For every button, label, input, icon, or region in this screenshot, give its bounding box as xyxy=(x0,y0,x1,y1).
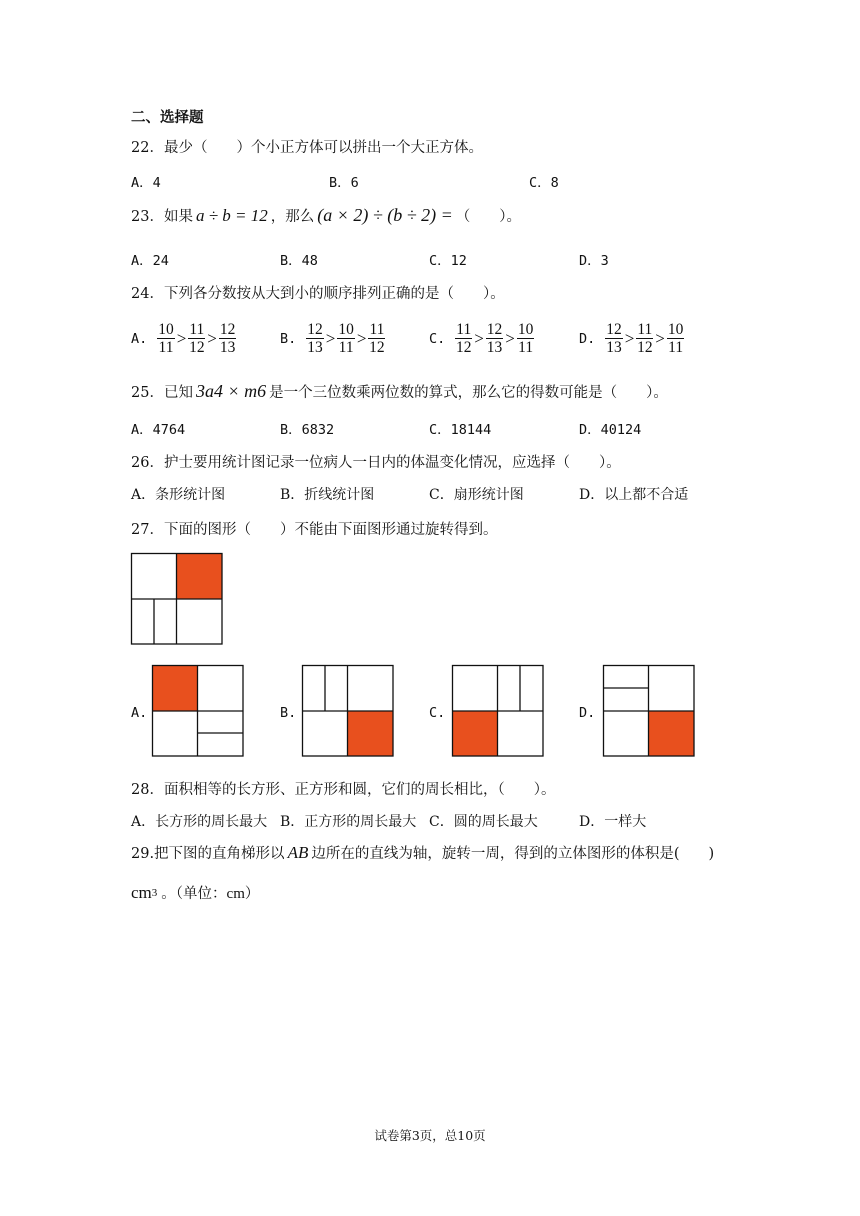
q22-option-a[interactable]: A．4 xyxy=(131,175,161,191)
q24-option-a[interactable] xyxy=(131,321,236,356)
q29-axis-ab: AB xyxy=(287,842,309,862)
question-22-stem: 22．最少（ ）个小正方体可以拼出一个大正方体。 xyxy=(131,140,483,156)
section-title: 二、选择题 xyxy=(131,110,204,126)
denominator: 12 xyxy=(455,339,472,356)
greater-than: > xyxy=(356,328,367,348)
q26-option-d[interactable]: D．以上都不合适 xyxy=(579,487,689,503)
q23-option-a[interactable]: A．24 xyxy=(131,253,169,269)
denominator: 11 xyxy=(338,339,354,356)
q29-unit: cm xyxy=(131,883,152,902)
question-29-stem xyxy=(131,842,714,863)
q24-option-b-label: B. xyxy=(280,330,297,347)
numerator: 11 xyxy=(456,321,472,338)
q27-option-a-label[interactable]: A. xyxy=(131,705,148,721)
greater-than: > xyxy=(176,328,187,348)
q27-option-a-figure[interactable] xyxy=(152,665,244,757)
q25-option-a[interactable]: A．4764 xyxy=(131,422,186,438)
q23-mid: ，那么 xyxy=(270,209,315,225)
q25-suffix: 是一个三位数乘两位数的算式，那么它的得数可能是（ ）。 xyxy=(269,385,668,401)
q24-option-d-label: D. xyxy=(579,330,596,347)
filled-square xyxy=(453,711,499,756)
q23-option-b[interactable]: B．48 xyxy=(280,253,318,269)
q29-unit-superscript: 3 xyxy=(151,887,158,899)
fraction xyxy=(517,321,535,356)
question-25-stem xyxy=(131,381,668,402)
denominator: 11 xyxy=(668,339,684,356)
q29-suffix: 边所在的直线为轴，旋转一周，得到的立体图形的体积是( ) xyxy=(311,846,715,862)
fraction xyxy=(486,321,504,356)
fraction xyxy=(306,321,324,356)
filled-square xyxy=(153,666,199,712)
q25-option-c[interactable]: C．18144 xyxy=(429,422,492,438)
q23-option-d[interactable]: D．3 xyxy=(579,253,609,269)
question-24-stem: 24．下列各分数按从大到小的顺序排列正确的是（ ）。 xyxy=(131,286,505,302)
q23-expression-given: a ÷ b = 12 xyxy=(195,205,268,225)
q27-option-c-label[interactable]: C. xyxy=(429,705,446,721)
filled-square xyxy=(649,711,695,756)
numerator: 11 xyxy=(637,321,653,338)
numerator: 10 xyxy=(158,321,174,338)
numerator: 12 xyxy=(307,321,323,338)
q26-option-a[interactable]: A．条形统计图 xyxy=(131,487,226,503)
fraction xyxy=(667,321,685,356)
q24-option-c-label: C. xyxy=(429,330,446,347)
fraction xyxy=(455,321,472,356)
q25-expression: 3a4 × m6 xyxy=(195,381,267,401)
fraction xyxy=(337,321,355,356)
q27-option-b-figure[interactable] xyxy=(302,665,394,757)
numerator: 10 xyxy=(667,321,684,338)
denominator: 11 xyxy=(158,339,174,356)
q22-option-b[interactable]: B．6 xyxy=(329,175,359,191)
question-23-stem xyxy=(131,205,521,226)
fraction xyxy=(368,321,385,356)
filled-square xyxy=(348,711,394,756)
q27-option-d-label[interactable]: D. xyxy=(579,705,596,721)
q27-option-b-label[interactable]: B. xyxy=(280,705,297,721)
fraction xyxy=(636,321,653,356)
filled-square xyxy=(177,554,223,600)
q24-option-c[interactable] xyxy=(429,321,534,356)
q23-suffix: （ ）。 xyxy=(455,209,522,225)
question-27-stem: 27．下面的图形（ ）不能由下面图形通过旋转得到。 xyxy=(131,522,498,538)
greater-than: > xyxy=(474,328,484,348)
q23-prefix: 23．如果 xyxy=(131,209,193,225)
greater-than: > xyxy=(207,328,217,348)
q28-option-c[interactable]: C．圆的周长最大 xyxy=(429,814,538,830)
denominator: 11 xyxy=(518,339,534,356)
numerator: 11 xyxy=(369,321,385,338)
q27-option-c-figure[interactable] xyxy=(452,665,544,757)
denominator: 13 xyxy=(219,339,236,356)
fraction xyxy=(188,321,205,356)
question-26-stem: 26．护士要用统计图记录一位病人一日内的体温变化情况，应选择（ ）。 xyxy=(131,455,621,471)
numerator: 12 xyxy=(486,321,503,338)
numerator: 12 xyxy=(219,321,236,338)
q25-prefix: 25．已知 xyxy=(131,385,193,401)
q22-option-c[interactable]: C．8 xyxy=(529,175,559,191)
numerator: 10 xyxy=(338,321,354,338)
q29-prefix: 29.把下图的直角梯形以 xyxy=(131,846,285,862)
q28-option-b[interactable]: B．正方形的周长最大 xyxy=(280,814,417,830)
q27-reference-figure xyxy=(131,553,223,645)
denominator: 13 xyxy=(606,339,622,356)
q26-option-b[interactable]: B．折线统计图 xyxy=(280,487,375,503)
q26-option-c[interactable]: C．扇形统计图 xyxy=(429,487,524,503)
q28-option-a[interactable]: A．长方形的周长最大 xyxy=(131,814,268,830)
q28-option-d[interactable]: D．一样大 xyxy=(579,814,647,830)
q23-option-c[interactable]: C．12 xyxy=(429,253,467,269)
page-footer: 试卷第3页，总10页 xyxy=(374,1128,486,1143)
q24-option-d[interactable] xyxy=(579,321,684,356)
fraction xyxy=(157,321,175,356)
q29-answer-unit-line xyxy=(131,882,259,903)
greater-than: > xyxy=(624,328,635,348)
greater-than: > xyxy=(655,328,665,348)
q29-tail: 。（单位： xyxy=(161,886,227,902)
q23-expression-asked: (a × 2) ÷ (b ÷ 2) = xyxy=(317,205,453,225)
greater-than: > xyxy=(505,328,515,348)
question-28-stem: 28．面积相等的长方形、正方形和圆，它们的周长相比，（ ）。 xyxy=(131,782,556,798)
q25-option-b[interactable]: B．6832 xyxy=(280,422,335,438)
fraction xyxy=(219,321,237,356)
denominator: 13 xyxy=(486,339,503,356)
fraction xyxy=(605,321,623,356)
denominator: 12 xyxy=(189,339,205,356)
numerator: 12 xyxy=(606,321,622,338)
denominator: 12 xyxy=(637,339,653,356)
denominator: 13 xyxy=(307,339,323,356)
q24-option-b[interactable] xyxy=(280,321,385,356)
numerator: 11 xyxy=(189,321,205,338)
numerator: 10 xyxy=(517,321,534,338)
q29-tail-unit: cm xyxy=(226,886,245,902)
q24-option-a-label: A. xyxy=(131,330,148,347)
q29-tail-end: ） xyxy=(244,886,260,902)
denominator: 12 xyxy=(369,339,385,356)
greater-than: > xyxy=(325,328,336,348)
q25-option-d[interactable]: D．40124 xyxy=(579,422,642,438)
q27-option-d-figure[interactable] xyxy=(603,665,695,757)
